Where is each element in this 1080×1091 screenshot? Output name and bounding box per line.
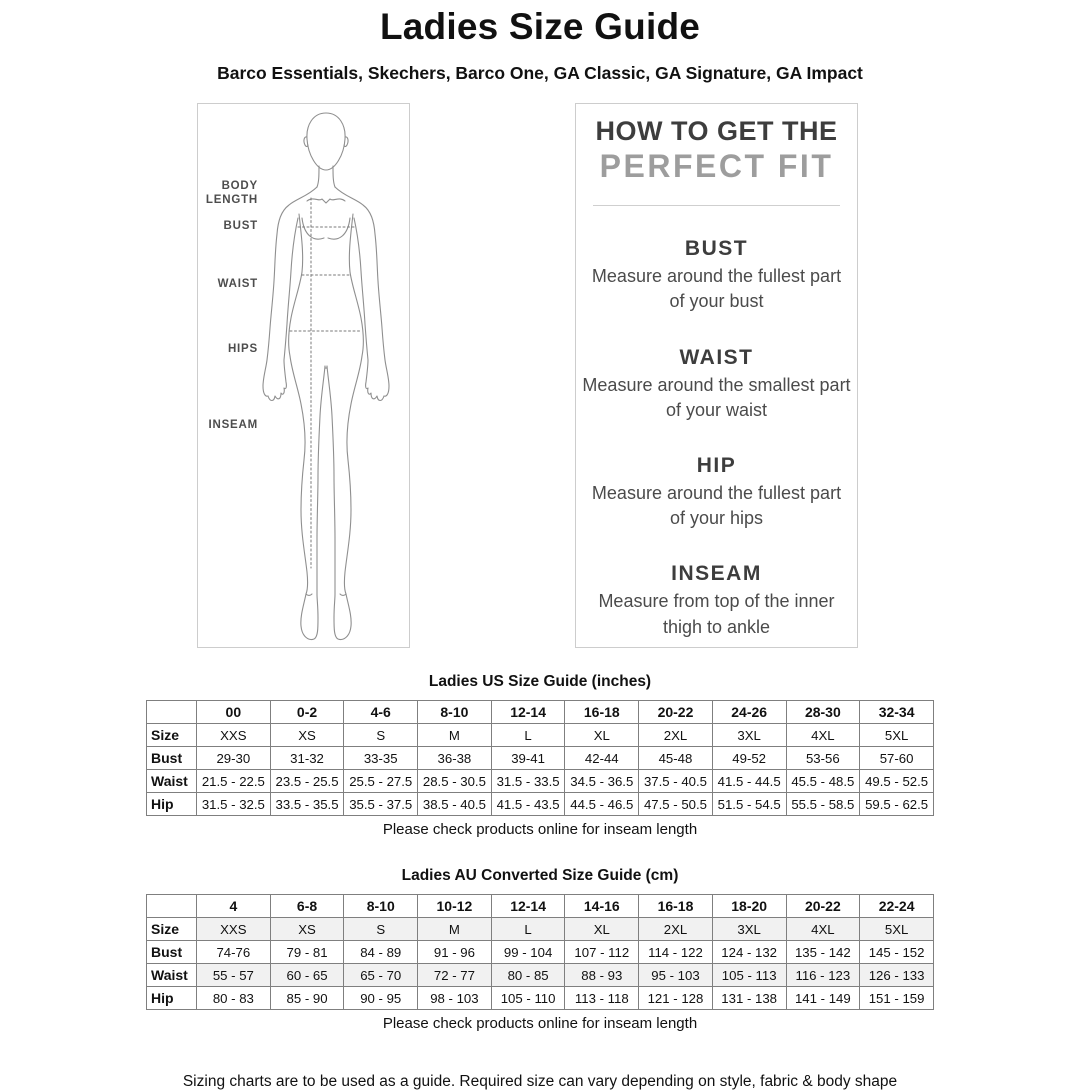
table-cell: XS	[270, 724, 344, 747]
fit-section-bust	[576, 237, 857, 314]
table-cell: 135 - 142	[786, 941, 860, 964]
table-cell: M	[418, 918, 492, 941]
table-cell: 51.5 - 54.5	[712, 793, 786, 816]
size-col-header: 4-6	[344, 701, 418, 724]
fit-heading-line2: PERFECT FIT	[599, 148, 834, 185]
table-cell: S	[344, 724, 418, 747]
size-col-header: 20-22	[639, 701, 713, 724]
table-cell: 65 - 70	[344, 964, 418, 987]
table-cell: L	[491, 724, 565, 747]
row-label: Waist	[147, 964, 197, 987]
table-cell: 39-41	[491, 747, 565, 770]
table-cell: XXS	[197, 918, 271, 941]
perfect-fit-panel	[575, 103, 858, 648]
table-cell: XL	[565, 724, 639, 747]
table-cell: 29-30	[197, 747, 271, 770]
table-header-row	[147, 701, 934, 724]
table-cell: 145 - 152	[860, 941, 934, 964]
female-body-outline-icon	[256, 106, 396, 646]
table-cell: XL	[565, 918, 639, 941]
au-table-title: Ladies AU Converted Size Guide (cm)	[401, 867, 679, 884]
panels-row	[0, 103, 1080, 649]
table-cell: M	[418, 724, 492, 747]
row-label: Bust	[147, 941, 197, 964]
tables-section	[146, 673, 934, 1032]
table-cell: XXS	[197, 724, 271, 747]
bust-label: BUST	[223, 220, 258, 232]
table-cell: 80 - 85	[491, 964, 565, 987]
au-table-note: Please check products online for inseam length	[382, 1015, 698, 1032]
body-measurement-figure-panel	[197, 103, 410, 648]
table-cell: 28.5 - 30.5	[418, 770, 492, 793]
table-cell: 33-35	[344, 747, 418, 770]
fit-heading-line1: HOW TO GET THE	[595, 116, 838, 146]
table-cell: 84 - 89	[344, 941, 418, 964]
table-cell: 4XL	[786, 724, 860, 747]
row-label: Bust	[147, 747, 197, 770]
fit-section-title: HIP	[696, 453, 737, 477]
fit-section-text: Measure from top of the inner thigh to ankle	[598, 591, 835, 637]
table-cell: 5XL	[860, 724, 934, 747]
table-cell: 116 - 123	[786, 964, 860, 987]
inseam-label: INSEAM	[208, 419, 258, 431]
row-label: Hip	[147, 987, 197, 1010]
table-cell: 74-76	[197, 941, 271, 964]
size-col-header: 12-14	[491, 701, 565, 724]
us-table-title: Ladies US Size Guide (inches)	[428, 673, 652, 690]
size-col-header: 22-24	[860, 895, 934, 918]
fit-section-inseam	[576, 562, 857, 639]
table-cell: 31.5 - 32.5	[197, 793, 271, 816]
size-col-header: 16-18	[639, 895, 713, 918]
table-cell: 99 - 104	[491, 941, 565, 964]
page-title: Ladies Size Guide	[379, 6, 701, 47]
brands-subtitle: Barco Essentials, Skechers, Barco One, GA Classic, GA Signature, GA Impact	[217, 63, 863, 83]
table-cell: 31.5 - 33.5	[491, 770, 565, 793]
table-cell: 126 - 133	[860, 964, 934, 987]
us-table-note: Please check products online for inseam length	[382, 821, 698, 838]
table-cell: 53-56	[786, 747, 860, 770]
table-cell: 55.5 - 58.5	[786, 793, 860, 816]
table-cell: 98 - 103	[418, 987, 492, 1010]
table-cell: 90 - 95	[344, 987, 418, 1010]
table-row-waist	[147, 964, 934, 987]
size-col-header: 14-16	[565, 895, 639, 918]
table-cell: 124 - 132	[712, 941, 786, 964]
table-cell: 35.5 - 37.5	[344, 793, 418, 816]
row-label: Hip	[147, 793, 197, 816]
table-cell: 41.5 - 43.5	[491, 793, 565, 816]
table-cell: 141 - 149	[786, 987, 860, 1010]
fit-section-text: Measure around the fullest part of your hips	[591, 482, 842, 529]
table-cell: 44.5 - 46.5	[565, 793, 639, 816]
fit-section-title: WAIST	[679, 345, 754, 369]
table-cell: 31-32	[270, 747, 344, 770]
table-row-bust	[147, 747, 934, 770]
size-col-header: 24-26	[712, 701, 786, 724]
table-cell: 91 - 96	[418, 941, 492, 964]
table-cell: L	[491, 918, 565, 941]
table-cell: 33.5 - 35.5	[270, 793, 344, 816]
table-cell: 4XL	[786, 918, 860, 941]
table-cell: 2XL	[639, 918, 713, 941]
size-col-header: 8-10	[418, 701, 492, 724]
size-col-header: 16-18	[565, 701, 639, 724]
table-row-waist	[147, 770, 934, 793]
size-col-header: 28-30	[786, 701, 860, 724]
table-cell: 85 - 90	[270, 987, 344, 1010]
table-cell: 121 - 128	[639, 987, 713, 1010]
table-cell: 72 - 77	[418, 964, 492, 987]
table-cell: XS	[270, 918, 344, 941]
size-col-header: 32-34	[860, 701, 934, 724]
table-cell: 114 - 122	[639, 941, 713, 964]
table-cell: 3XL	[712, 918, 786, 941]
table-cell: 131 - 138	[712, 987, 786, 1010]
fit-sections	[576, 237, 857, 640]
table-row-hip	[147, 987, 934, 1010]
table-cell: 113 - 118	[565, 987, 639, 1010]
fit-section-waist	[576, 346, 857, 423]
table-row-size	[147, 724, 934, 747]
table-cell: 59.5 - 62.5	[860, 793, 934, 816]
table-cell: 45-48	[639, 747, 713, 770]
table-cell: 2XL	[639, 724, 713, 747]
table-cell: 105 - 110	[491, 987, 565, 1010]
size-col-header: 6-8	[270, 895, 344, 918]
table-cell: 80 - 83	[197, 987, 271, 1010]
table-cell: 34.5 - 36.5	[565, 770, 639, 793]
table-cell: 49-52	[712, 747, 786, 770]
table-cell: 38.5 - 40.5	[418, 793, 492, 816]
waist-label: WAIST	[217, 278, 258, 290]
table-cell: 41.5 - 44.5	[712, 770, 786, 793]
table-cell: 23.5 - 25.5	[270, 770, 344, 793]
size-col-header: 8-10	[344, 895, 418, 918]
size-col-header: 12-14	[491, 895, 565, 918]
table-row-size	[147, 918, 934, 941]
table-cell: 79 - 81	[270, 941, 344, 964]
table-cell: 47.5 - 50.5	[639, 793, 713, 816]
us-size-table	[146, 700, 934, 816]
table-cell: 42-44	[565, 747, 639, 770]
table-cell: 107 - 112	[565, 941, 639, 964]
table-cell: 88 - 93	[565, 964, 639, 987]
row-label: Size	[147, 724, 197, 747]
table-cell: 5XL	[860, 918, 934, 941]
table-cell: 36-38	[418, 747, 492, 770]
corner-cell	[147, 895, 197, 918]
table-cell: 151 - 159	[860, 987, 934, 1010]
table-cell: 60 - 65	[270, 964, 344, 987]
disclaimer-footer: Sizing charts are to be used as a guide. Required size can vary depending on style, fabric & body shape	[182, 1073, 898, 1090]
fit-section-text: Measure around the fullest part of your bust	[591, 266, 842, 312]
table-row-hip	[147, 793, 934, 816]
size-col-header: 0-2	[270, 701, 344, 724]
size-col-header: 4	[197, 895, 271, 918]
table-cell: 45.5 - 48.5	[786, 770, 860, 793]
size-col-header: 10-12	[418, 895, 492, 918]
table-cell: S	[344, 918, 418, 941]
row-label: Size	[147, 918, 197, 941]
table-cell: 105 - 113	[712, 964, 786, 987]
fit-section-title: BUST	[684, 237, 749, 261]
fit-section-hip	[576, 454, 857, 531]
size-col-header: 20-22	[786, 895, 860, 918]
fit-section-title: INSEAM	[671, 562, 762, 586]
table-row-bust	[147, 941, 934, 964]
table-cell: 25.5 - 27.5	[344, 770, 418, 793]
size-col-header: 00	[197, 701, 271, 724]
corner-cell	[147, 701, 197, 724]
table-cell: 95 - 103	[639, 964, 713, 987]
fit-section-text: Measure around the smallest part of your waist	[582, 374, 851, 420]
table-cell: 37.5 - 40.5	[639, 770, 713, 793]
table-cell: 49.5 - 52.5	[860, 770, 934, 793]
body-length-label: BODY LENGTH	[205, 180, 258, 206]
table-cell: 3XL	[712, 724, 786, 747]
divider	[593, 205, 840, 206]
size-col-header: 18-20	[712, 895, 786, 918]
table-cell: 55 - 57	[197, 964, 271, 987]
table-cell: 57-60	[860, 747, 934, 770]
table-cell: 21.5 - 22.5	[197, 770, 271, 793]
row-label: Waist	[147, 770, 197, 793]
table-header-row	[147, 895, 934, 918]
hips-label: HIPS	[227, 343, 258, 355]
au-size-table	[146, 894, 934, 1010]
